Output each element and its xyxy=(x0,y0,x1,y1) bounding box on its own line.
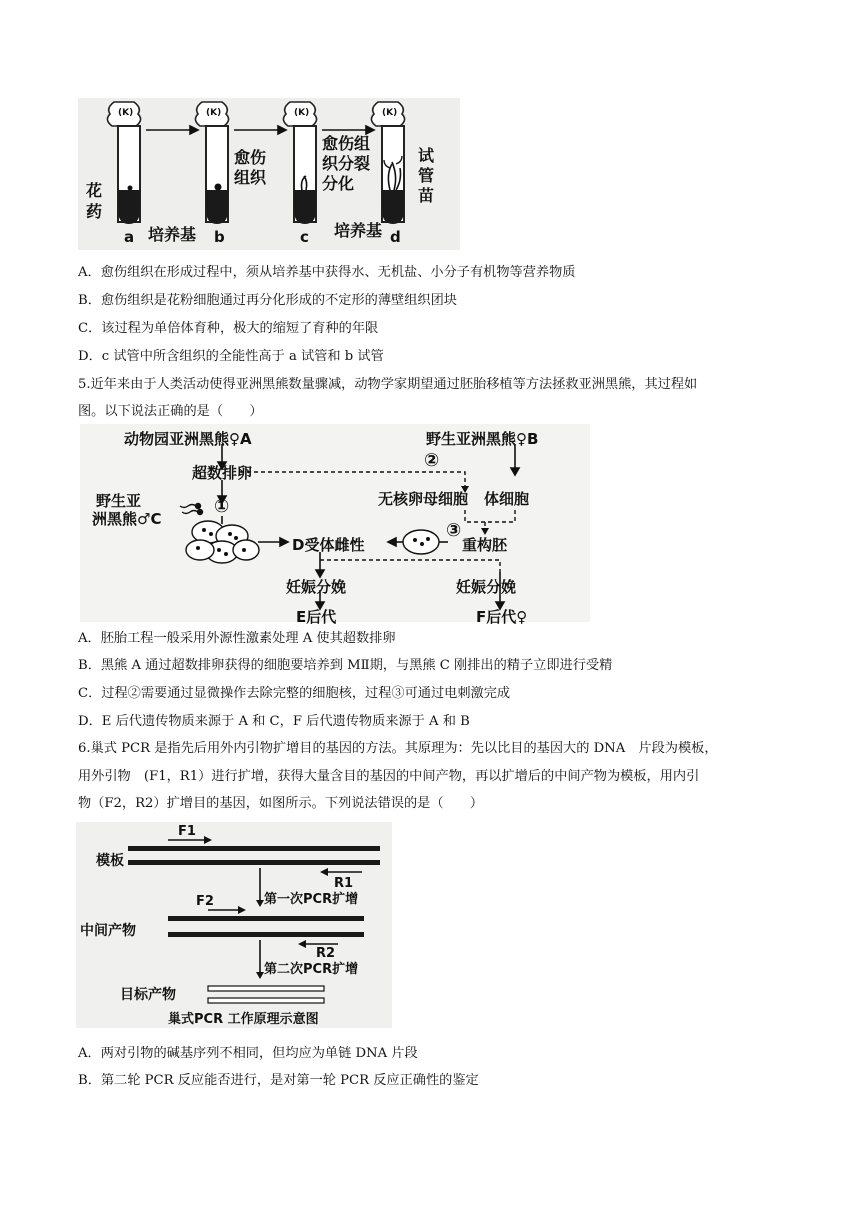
plantlet-label: 试 管 苗 xyxy=(418,146,435,205)
q6-stem-line-1: 6.巢式 PCR 是指先后用外内引物扩增目的基因的方法。其原理为：先以比目的基因大的 DNA 片段为模板， xyxy=(78,741,718,756)
offspring-f-label: F后代♀ xyxy=(476,608,528,626)
zoo-bear-a-label: 动物园亚洲黑熊♀A xyxy=(124,430,252,448)
test-tube-a xyxy=(107,102,140,224)
test-tube-b xyxy=(195,102,228,224)
tube-cap-label: (K) xyxy=(206,108,222,118)
q6-option-b: B．第二轮 PCR 反应能否进行，是对第一轮 PCR 反应正确性的鉴定 xyxy=(78,1073,479,1088)
q6-option-a: A．两对引物的碱基序列不相同，但均应为单链 DNA 片段 xyxy=(78,1046,418,1061)
primer-r2-label: R2 xyxy=(316,946,336,961)
tube-cap-label: (K) xyxy=(118,108,134,118)
q5-option-c: C．过程②需要通过显微操作去除完整的细胞核，过程③可通过电刺激完成 xyxy=(78,686,511,701)
primer-f2-label: F2 xyxy=(196,894,214,909)
embryo-cell xyxy=(403,530,439,554)
reconstructed-embryo-label: 重构胚 xyxy=(462,536,508,554)
egg-cells xyxy=(186,521,259,563)
q5-stem-line-2: 图。以下说法正确的是（ ） xyxy=(78,404,263,419)
wild-bear-b-label: 野生亚洲黑熊♀B xyxy=(426,430,539,448)
target-product-label: 目标产物 xyxy=(120,987,176,1003)
enucleated-oocyte-label: 无核卵母细胞 xyxy=(378,490,469,508)
q4-option-b: B．愈伤组织是花粉细胞通过再分化形成的不定形的薄壁组织团块 xyxy=(78,293,457,308)
q4-option-c: C．该过程为单倍体育种，极大的缩短了育种的年限 xyxy=(78,321,379,336)
q5-option-a: A．胚胎工程一般采用外源性激素处理 A 使其超数排卵 xyxy=(78,631,396,646)
q4-option-a: A．愈伤组织在形成过程中，须从培养基中获得水、无机盐、小分子有机物等营养物质 xyxy=(78,265,576,280)
step-2-marker: ② xyxy=(424,450,440,471)
test-tube-c xyxy=(283,102,316,224)
pregnancy-label-1: 妊娠分娩 xyxy=(286,578,347,596)
intermediate-label: 中间产物 xyxy=(80,923,136,939)
q5-option-b: B．黑熊 A 通过超数排卵获得的细胞要培养到 MⅡ期，与黑熊 C 刚排出的精子立即进行受精 xyxy=(78,658,613,673)
template-label: 模板 xyxy=(96,853,124,869)
tube-label-c: c xyxy=(300,228,309,246)
tube-cap-label: (K) xyxy=(294,108,310,118)
pregnancy-label-2: 妊娠分娩 xyxy=(456,578,517,596)
somatic-cell-label: 体细胞 xyxy=(484,490,530,508)
offspring-e-label: E后代 xyxy=(296,608,337,626)
wild-bear-c-label-1: 野生亚 xyxy=(96,492,142,510)
anther-culture-figure xyxy=(78,98,460,250)
asian-black-bear-figure xyxy=(80,424,590,626)
wild-bear-c-label-2: 洲黑熊♂C xyxy=(92,510,162,528)
medium-label-1: 培养基 xyxy=(148,225,197,244)
process-arrows xyxy=(146,126,374,134)
medium-label-2: 培养基 xyxy=(334,221,383,240)
figure-caption: 巢式PCR 工作原理示意图 xyxy=(168,1012,319,1027)
differentiation-label: 愈伤组 织分裂 分化 xyxy=(322,134,371,193)
second-pcr-label: 第二次PCR扩增 xyxy=(264,962,359,977)
step-3-marker: ③ xyxy=(446,520,462,541)
callus-label: 愈伤 组织 xyxy=(234,148,267,187)
primer-r1-label: R1 xyxy=(334,876,354,891)
tube-label-b: b xyxy=(214,228,225,246)
nested-pcr-figure xyxy=(76,822,392,1028)
tube-label-a: a xyxy=(124,228,135,246)
q4-option-d: D．c 试管中所含组织的全能性高于 a 试管和 b 试管 xyxy=(78,349,384,364)
tube-cap-label: (K) xyxy=(382,108,398,118)
test-tube-d xyxy=(371,102,404,224)
superovulation-label: 超数排卵 xyxy=(192,464,253,482)
anther-culture-diagram xyxy=(78,98,460,250)
primer-f1-label: F1 xyxy=(178,824,196,839)
q6-stem-line-3: 物（F2，R2）扩增目的基因，如图所示。下列说法错误的是（ ） xyxy=(78,796,484,811)
anther-label: 花 药 xyxy=(86,181,103,221)
sperm-cells xyxy=(180,504,203,515)
q6-stem-line-2: 用外引物 (F1，R1）进行扩增，获得大量含目的基因的中间产物，再以扩增后的中间产物为模板，用内引 xyxy=(78,769,700,784)
recipient-female-label: D受体雌性 xyxy=(292,536,365,554)
step-1-marker: ① xyxy=(214,496,230,517)
first-pcr-label: 第一次PCR扩增 xyxy=(264,892,359,907)
q5-stem-line-1: 5.近年来由于人类活动使得亚洲黑熊数量骤减，动物学家期望通过胚胎移植等方法拯救亚洲黑熊，其过程如 xyxy=(78,377,698,392)
tube-label-d: d xyxy=(390,228,401,246)
q5-option-d: D．E 后代遗传物质来源于 A 和 C，F 后代遗传物质来源于 A 和 B xyxy=(78,714,470,729)
